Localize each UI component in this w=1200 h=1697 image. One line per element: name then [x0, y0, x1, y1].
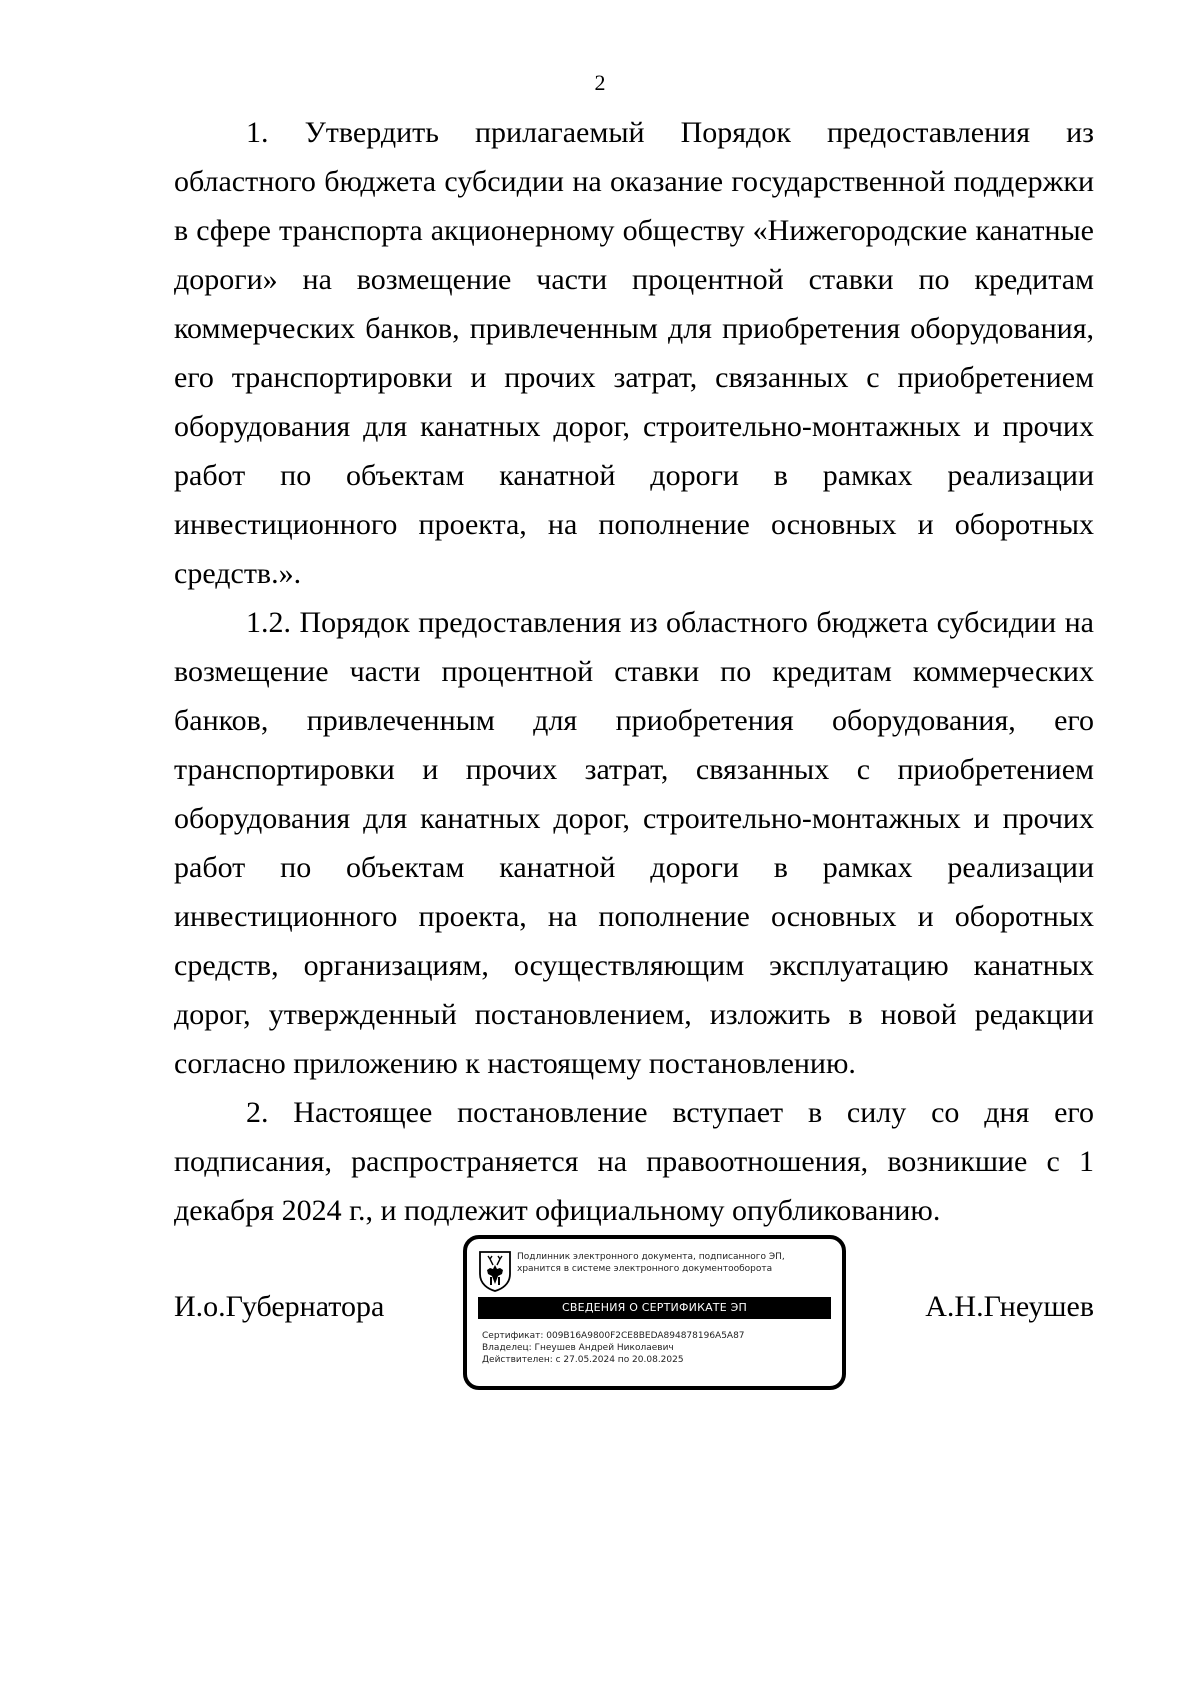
electronic-signature-stamp — [463, 1235, 846, 1390]
certificate-owner: Владелец: Гнеушев Андрей Николаевич — [482, 1343, 674, 1353]
signatory-name: А.Н.Гнеушев — [925, 1290, 1094, 1323]
paragraph-1-2: 1.2. Порядок предоставления из областного бюджета субсидии на возмещение части процентной ставки по кредитам коммерческих банков, привлеченным для приобретения оборудования, его транспортировки и прочих затрат, связанных с приобретением оборудования для канатных дорог, строительно-монтажных и прочих работ по объектам канатной дороги в рамках реализации инвестиционного проекта, на пополнение основных и оборотных средств, организациям, осуществляющим эксплуатацию канатных дорог, утвержденный постановлением, изложить в новой редакции согласно приложению к настоящему постановлению. — [174, 606, 1094, 1080]
stamp-header-line-2: хранится в системе электронного документооборота — [517, 1264, 773, 1274]
certificate-number: Сертификат: 009B16A9800F2CE8BEDA894878196A5A87 — [482, 1331, 745, 1341]
stamp-title: СВЕДЕНИЯ О СЕРТИФИКАТЕ ЭП — [478, 1297, 831, 1319]
stamp-header — [517, 1251, 837, 1275]
stamp-header-line-1: Подлинник электронного документа, подписанного ЭП, — [517, 1252, 785, 1262]
signatory-position: И.о.Губернатора — [174, 1290, 385, 1323]
paragraph-1: 1. Утвердить прилагаемый Порядок предоставления из областного бюджета субсидии на оказание государственной поддержки в сфере транспорта акционерному обществу «Нижегородские канатные дороги» на возмещение части процентной ставки по кредитам коммерческих банков, привлеченным для приобретения оборудования, его транспортировки и прочих затрат, связанных с приобретением оборудования для канатных дорог, строительно-монтажных и прочих работ по объектам канатной дороги в рамках реализации инвестиционного проекта, на пополнение основных и оборотных средств.». — [174, 116, 1094, 590]
paragraph-2: 2. Настоящее постановление вступает в силу со дня его подписания, распространяется на правоотношения, возникшие с 1 декабря 2024 г., и подлежит официальному опубликованию. — [174, 1096, 1094, 1227]
certificate-validity: Действителен: с 27.05.2024 по 20.08.2025 — [482, 1355, 684, 1365]
nizhny-novgorod-deer-emblem-icon — [478, 1250, 512, 1292]
document-body — [174, 108, 1094, 1235]
page-number: 2 — [594, 70, 606, 95]
certificate-details — [482, 1330, 837, 1366]
